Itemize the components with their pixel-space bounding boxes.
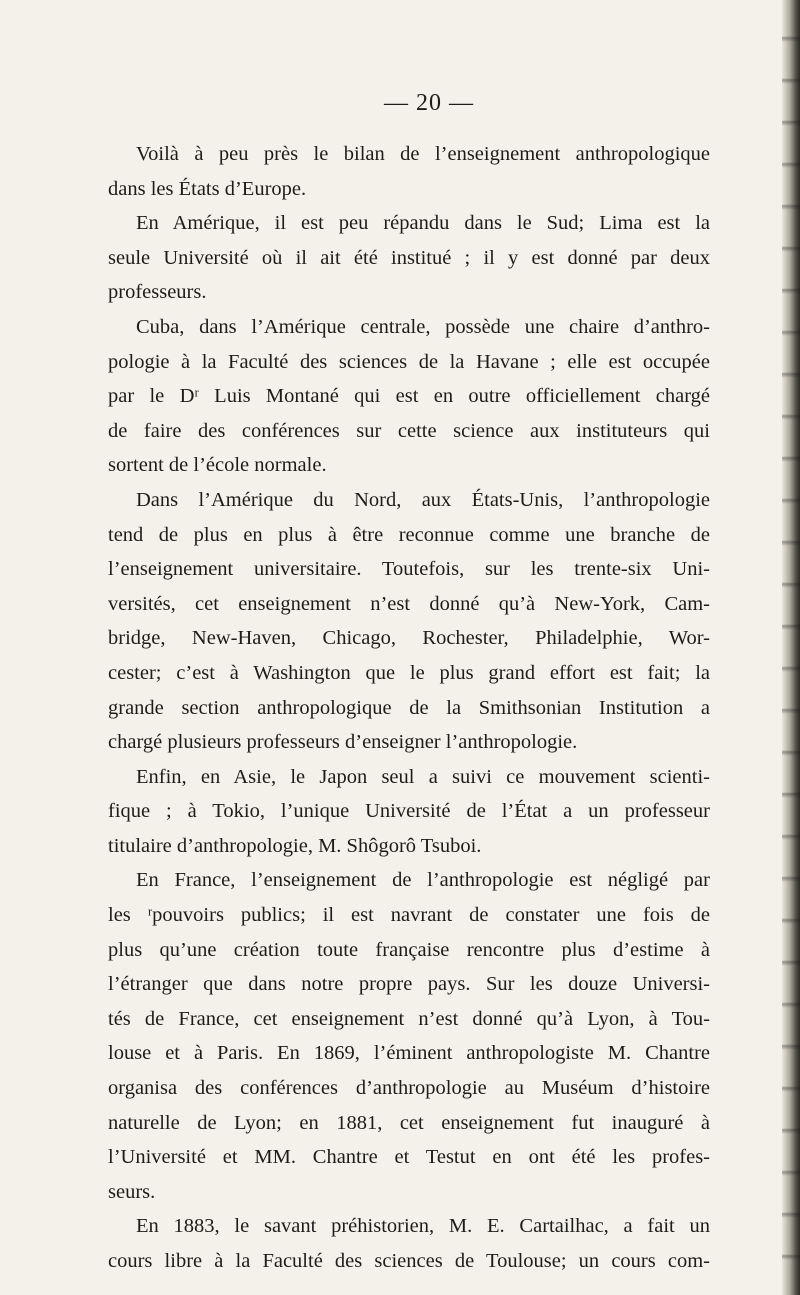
text-line: de faire des conférences sur cette science aux instituteurs qui <box>108 419 710 442</box>
text-line: chargé plusieurs professeurs d’enseigner l’anthropologie. <box>108 731 578 754</box>
text-line: En Amérique, il est peu répandu dans le Sud; Lima est la <box>136 212 710 235</box>
page-edge-marks <box>782 0 800 1295</box>
text-line: plus qu’une création toute française rencontre plus d’estime à <box>108 938 710 961</box>
text-line: seule Université où il ait été institué ; il y est donné par deux <box>108 246 710 269</box>
text-line: Enfin, en Asie, le Japon seul a suivi ce mouvement scienti- <box>136 765 710 788</box>
text-line: cester; c’est à Washington que le plus grand effort est fait; la <box>108 661 710 684</box>
text-line: l’Université et MM. Chantre et Testut en ont été les profes- <box>108 1146 710 1169</box>
text-line: versités, cet enseignement n’est donné qu’à New-York, Cam- <box>108 592 710 615</box>
text-line: tés de France, cet enseignement n’est donné qu’à Lyon, à Tou- <box>108 1007 710 1030</box>
text-line: l’enseignement universitaire. Toutefois, sur les trente-six Uni- <box>108 558 710 581</box>
text-line: naturelle de Lyon; en 1881, cet enseignement fut inauguré à <box>108 1111 710 1134</box>
text-line: En France, l’enseignement de l’anthropologie est négligé par <box>136 869 710 892</box>
text-line: organisa des conférences d’anthropologie au Muséum d’histoire <box>108 1077 710 1100</box>
text-line: fique ; à Tokio, l’unique Université de l’État a un professeur <box>108 800 710 823</box>
text-line: les ʳpouvoirs publics; il est navrant de constater une fois de <box>108 904 710 927</box>
text-line: bridge, New-Haven, Chicago, Rochester, Philadelphie, Wor- <box>108 627 710 650</box>
text-line: cours libre à la Faculté des sciences de Toulouse; un cours com- <box>108 1250 710 1272</box>
body-text <box>108 137 710 1279</box>
text-line: dans les États d’Europe. <box>108 177 307 200</box>
text-line: professeurs. <box>108 281 207 304</box>
text-line: Cuba, dans l’Amérique centrale, possède une chaire d’anthro- <box>136 315 710 338</box>
text-line: seurs. <box>108 1180 156 1203</box>
page-number: — 20 — <box>384 90 474 116</box>
text-line: louse et à Paris. En 1869, l’éminent anthropologiste M. Chantre <box>108 1042 710 1065</box>
text-line: l’étranger que dans notre propre pays. Sur les douze Universi- <box>108 973 710 996</box>
text-line: par le Dʳ Luis Montané qui est en outre officiellement chargé <box>108 385 710 408</box>
text-line: sortent de l’école normale. <box>108 454 327 477</box>
text-line: pologie à la Faculté des sciences de la Havane ; elle est occupée <box>108 350 710 373</box>
text-line: grande section anthropologique de la Smithsonian Institution a <box>108 696 710 719</box>
text-line: tend de plus en plus à être reconnue comme une branche de <box>108 523 710 546</box>
text-line: Dans l’Amérique du Nord, aux États-Unis, l’anthropologie <box>136 488 710 511</box>
text-line: titulaire d’anthropologie, M. Shôgorô Tsuboi. <box>108 834 482 857</box>
text-line: Voilà à peu près le bilan de l’enseignement anthropologique <box>136 143 710 165</box>
text-line: En 1883, le savant préhistorien, M. E. Cartailhac, a fait un <box>136 1215 710 1238</box>
